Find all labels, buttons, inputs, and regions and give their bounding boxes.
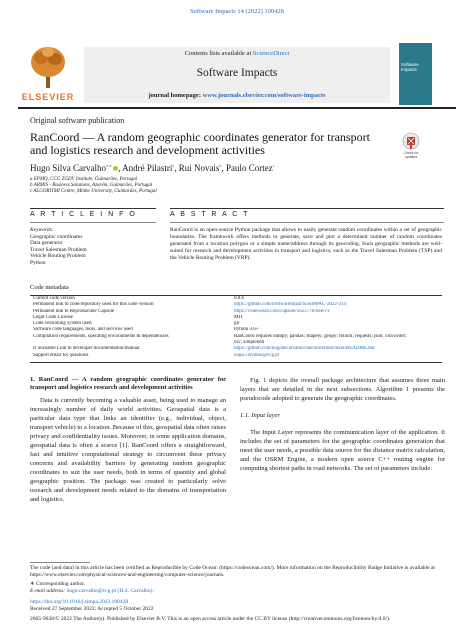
metadata-value: Python 3.6+ [234,327,259,333]
contents-line [84,50,390,57]
check-badge-label: Check for updates [403,151,419,159]
running-header[interactable]: Software Impacts 14 (2022) 100428 [190,8,284,15]
email-label: E-mail address: [30,588,67,594]
metadata-value[interactable]: https://github.com/SoftwareImpacts/SIMPAC-2022-214 [234,302,347,308]
metadata-label: If available Link to developer documentation/manual [33,346,140,352]
code-metadata-rule-bottom [30,362,442,363]
journal-cover [399,43,432,105]
publisher-name: ELSEVIER [21,92,75,102]
right-column [240,376,445,473]
metadata-value: MIT [234,314,244,320]
article-info-subrule [30,222,156,223]
metadata-value: csv; simplekml [234,340,265,346]
metadata-value: git [234,321,240,327]
metadata-label: Support email for questions [33,352,89,358]
keyword: Travel Salesman Problem [30,246,87,253]
license-note: 2665-9638/© 2022 The Author(s). Published by Elsevier B.V. This is an open access article under the CC BY license (http://creativecommons.org/licenses/by/4.0/). [30,616,391,622]
author-name[interactable]: André Pilastri [122,163,173,173]
subsection-1-1-title: 1.1. Input layer [240,412,281,419]
affiliation: c ALGORITMI Centre, Minho University, Guimarães, Portugal [30,189,157,194]
metadata-label: Permanent link to code/repository used for this code version [33,302,154,308]
metadata-value[interactable]: https://github.com/hugodscarvalho/rancoord/blob/main/README.md [234,346,375,352]
metadata-value[interactable]: hugo.carvalho@ccg.pt [234,352,280,358]
metadata-value: RanCoord requires numpy; pandas; shapely; geopy; folium; requests; json; xlsxwriter; [234,333,407,339]
corresponding-author-note: ∗ Corresponding author. [30,581,86,587]
article-info-rule [30,208,156,209]
metadata-value: 0.0.6 [234,296,244,301]
keyword: Data generator [30,240,63,246]
email-link[interactable]: hugo.carvalho@ccg.pt (H.S. Carvalho). [66,588,154,594]
metadata-label: Permanent link to Reproducible Capsule [33,308,115,314]
article-type: Original software publication [30,116,125,125]
code-metadata-title: Code metadata [30,284,69,291]
metadata-label: Current code version [33,296,75,301]
homepage-line [84,92,390,99]
metadata-label: Legal Code License [33,314,73,320]
received-dates: Received 27 September 2022; Accepted 5 October 2022 [30,606,154,612]
article-info-heading: A R T I C L E I N F O [30,211,137,218]
code-ocean-footnote: The code (and data) in this article has been certified as Reproducible by Code Ocean: (https://codeocean.com/). More information on the Reproducibility Badge Initiative is available at https://www.elsevier.com/physical-sciences-and-engineering/computer-science/journals. [30,565,435,578]
orcid-icon[interactable] [113,166,118,171]
author-name[interactable]: Paulo Cortez [225,163,273,173]
code-metadata-table [30,296,442,359]
keyword: Vehicle Routing Problem [30,253,86,259]
masthead-rule [18,107,456,109]
input-layer-paragraph: The Input Layer represents the communication layer of the application. It includes the set of parameters for the geographic coordinates generation that meet the user needs, a possible data source for the distance matrix calculation, and the OSRM Engine, a modern open source C++ routing engine for computing shortest paths in road networks. The set of parameters include: [240,429,445,472]
abstract-subrule [170,222,444,223]
metadata-value[interactable]: https://codeocean.com/capsule/562377b/tree/v1 [234,308,330,314]
affiliation: a EPMQ, CCG ZGDV Institute, Guimarães, Portugal [30,177,138,182]
abstract-rule [170,208,444,209]
doi-link[interactable]: https://doi.org/10.1016/j.simpa.2022.100428 [30,599,129,605]
homepage-link[interactable]: www.journals.elsevier.com/software-impacts [202,92,326,99]
author-name[interactable]: Rui Novais [178,163,220,173]
cover-title: Software Impacts [401,62,419,72]
sciencedirect-link[interactable]: ScienceDirect [252,50,290,57]
author-list: Hugo Silva Carvalho$^{a,∗}$ , André Pilastri$^a$, Rui Novais$^b$, Paulo Cortez$^c$ [30,163,275,173]
abstract-heading: A B S T R A C T [170,211,250,218]
author-mark[interactable]: b [219,163,222,168]
architecture-paragraph: Fig. 1 depicts the overall package architecture that assumes three main layers that are detailed in the next subsections. Algorithm 1 presents the pseudocode adopted to generate the geographic coordinates. [240,377,445,402]
abstract-text: RanCoord is an open-source Python package that allows to easily generate random coordinates within a set of geographic boundaries. The framework offers methods to generate, save and plot a determined number of random coordinates generated from a location polygon or a simple name/address through its geocoding. Such geographic methods are well-suited for research and development activities in transport and logistics, such as the Travel Salesman Problem (TSP) and the Vehicle Routing Problem (VRP). [170,227,442,262]
check-for-updates-badge[interactable] [398,131,424,159]
keyword: Geographic coordinates [30,233,83,240]
homepage-prefix: journal homepage: [148,92,203,99]
table-row [30,353,442,359]
author-mark[interactable]: a [172,163,175,168]
affiliation: b ARMIS - Business Solutions, Azurém, Guimarães, Portugal [30,183,153,188]
contents-prefix: Contents lists available at [184,50,253,57]
metadata-label: Code versioning system used [33,321,92,327]
elsevier-tree-icon [28,44,68,90]
keyword: Python [30,259,46,266]
footnote-rule [30,562,90,563]
section-1-body: Data is currently becoming a valuable asset, being used to manage an increasingly number of daily world activities. Geospatial data is a particular data type that links an identifier (e.g., individual, object, transport vehicle) to a location. Because of this, geospatial data often raises privacy and confidentiality issues. Moreover, in some application domains, geospatial data is often a scarce [1]. RanCoord offers a straightforward, fast and intuitive computational strategy to circumvent these privacy concerns and availability barriers by generating random geographic coordinates to suit the user needs, both in terms of quantity and global geographic position. The package was created to particularly solve research and development needs related to the domains of transportation and logistics. [30,397,226,503]
keywords-block [30,227,130,266]
journal-title: Software Impacts [196,67,278,79]
section-1 [30,376,226,504]
keywords-label: Keywords: [30,227,54,233]
section-1-title: 1. RanCoord — A random geographic coordinates generator for transport and logistics research and development activities [30,376,226,391]
metadata-label: Compilation requirements, operating environments & dependencies [33,333,169,339]
article-title: RanCoord — A random geographic coordinates generator for transport and logistics research and development activities [30,130,370,157]
metadata-label: Software code languages, tools, and services used [33,327,133,333]
author-name[interactable]: Hugo Silva Carvalho [30,163,106,173]
author-mark[interactable]: c [272,163,275,168]
author-mark[interactable]: a,∗ [106,163,113,168]
email-line [30,588,154,595]
